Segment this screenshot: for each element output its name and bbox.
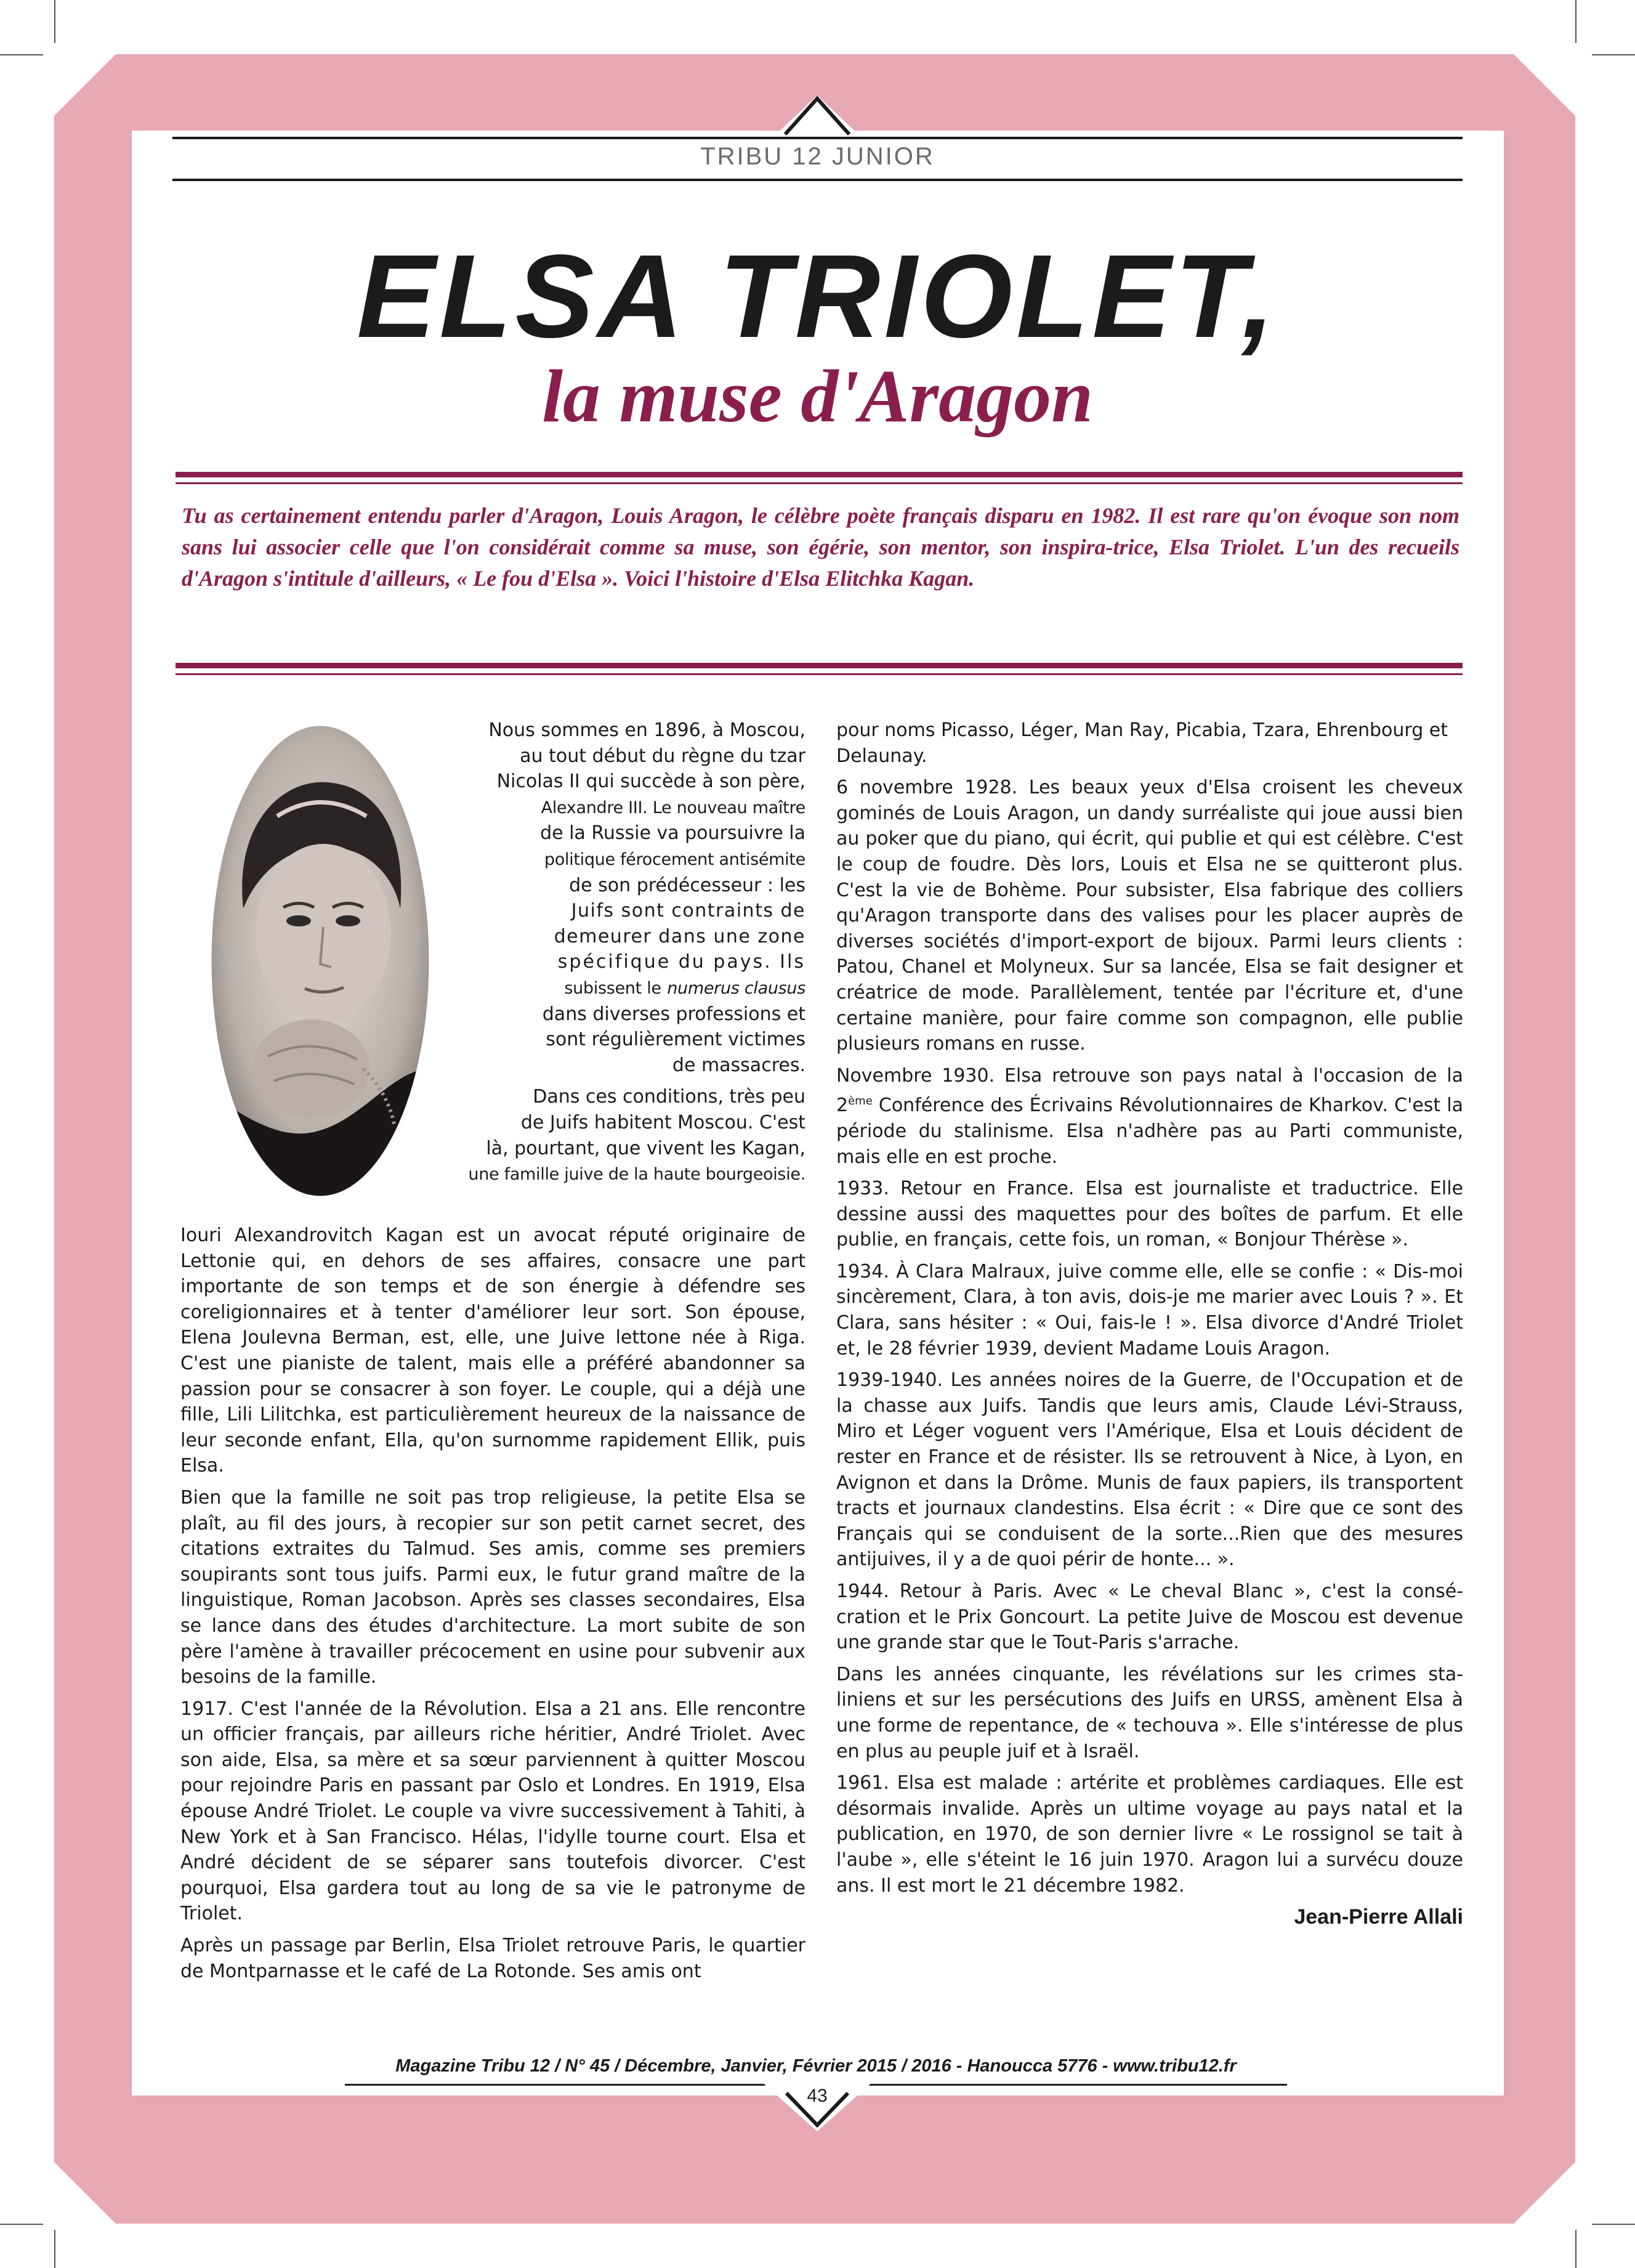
- text-line: politique férocement antisémite: [544, 849, 805, 869]
- author-signature: Jean-Pierre Allali: [1294, 1905, 1463, 1929]
- crop-mark: [54, 0, 55, 43]
- paragraph: 1934. À Clara Malraux, juive comme elle, elle se confie : « Dis-moi sincèrement, Clara, à ton avis, dois-je me marier avec Louis ? ». Et Clara, sans hésiter : « Oui, fais-le ! ». Elsa divorce d'André Triolet et, le 28 février 1939, devient Madame Louis Aragon.: [836, 1260, 1463, 1359]
- text-line: Dans ces conditions, très peu: [533, 1086, 805, 1108]
- paragraph: 1961. Elsa est malade : artérite et problèmes cardiaques. Elle est désormais invalide. Après un ultime voyage au pays natal et la publication, en 1970, de son dernier livre « Le rossignol se tait à l'aube », elle s'éteint le 16 juin 1970. Aragon lui a survécu douze ans. Il est mort le 21 décembre 1982.: [836, 1772, 1463, 1897]
- paragraph: 1917. C'est l'année de la Révolution. Elsa a 21 ans. Elle rencontre un officier français, par ailleurs riche héritier, André Triolet. Avec son aide, Elsa, sa mère et sa sœur parviennent à quitter Moscou pour rejoindre Paris en passant par Oslo et Londres. En 1919, Elsa épouse André Triolet. Le couple va vivre successivement à Tahiti, à New York et à San Francisco. Hélas, l'idylle tourne court. Elsa et André décident de se séparer sans toutefois divorcer. C'est pourquoi, Elsa gardera tout au long de sa vie le patronyme de Triolet.: [180, 1698, 805, 1925]
- paragraph: 1944. Retour à Paris. Avec « Le cheval Blanc », c'est la consé-cration et le Prix Goncourt. La petite Juive de Moscou est devenue une grande star que le Tout-Paris s'arrache.: [836, 1581, 1463, 1654]
- text-line: Nicolas II qui succède à son père,: [496, 771, 805, 793]
- paragraph: 1933. Retour en France. Elsa est journaliste et traductrice. Elle dessine aussi des maquettes pour des boîtes de parfum. Et elle publie, en français, cette fois, un roman, « Bonjour Thérèse ».: [836, 1178, 1463, 1251]
- crop-mark: [1575, 0, 1576, 43]
- text-line: de Juifs habitent Moscou. C'est: [520, 1111, 805, 1133]
- text-line: demeurer dans une zone: [554, 925, 805, 947]
- text-line: de la Russie va poursuivre la: [540, 822, 805, 844]
- text-line: dans diverses professions et: [542, 1003, 805, 1025]
- crop-mark: [54, 2230, 55, 2268]
- text-line: de son prédécesseur : les: [569, 874, 805, 896]
- text-line: subissent le: [564, 978, 661, 998]
- text-run: Conférence des Écrivains Révolutionnaires de Kharkov. C'est la période du stalinisme. Elsa n'adhère pas au Parti communiste, mais elle en est proche.: [836, 1095, 1463, 1168]
- text-line: de massacres.: [672, 1054, 805, 1076]
- text-line: sont régulièrement victimes: [546, 1029, 805, 1051]
- latin-term: numerus clausus: [667, 978, 805, 998]
- portrait-wrap-space: [180, 718, 439, 1223]
- frame-corner: [54, 2162, 116, 2224]
- article-subtitle: la muse d'Aragon: [542, 355, 1093, 438]
- crop-mark: [0, 54, 43, 55]
- paragraph: pour noms Picasso, Léger, Man Ray, Picabia, Tzara, Ehrenbourg et Delaunay.: [836, 719, 1448, 767]
- section-label: TRIBU 12 JUNIOR: [700, 143, 935, 170]
- text-line: au tout début du règne du tzar: [520, 745, 805, 767]
- crop-mark: [0, 2224, 43, 2225]
- title-rule: [176, 472, 1463, 477]
- text-line: spécifique du pays. Ils: [557, 951, 805, 973]
- superscript: ème: [848, 1095, 873, 1108]
- paragraph: 6 novembre 1928. Les beaux yeux d'Elsa croisent les cheveux gominés de Louis Aragon, un dandy surréaliste qui joue aussi bien au poker que du piano, qui écrit, qui publie et qui est célèbre. C'est le coup de foudre. Dès lors, Louis et Elsa ne se quitteront plus. C'est la vie de Bohème. Pour subsister, Elsa fabrique des colliers qu'Aragon transporte dans des valises pour les placer auprès de diverses sociétés d'import-export de bijoux. Parmi leurs clients : Patou, Chanel et Molyneux. Sur sa lancée, Elsa se fait designer et créatrice de mode. Parallèlement, tentée par l'écriture et, d'une certaine manière, pour faire comme son compagnon, elle publie plusieurs romans en russe.: [836, 777, 1463, 1055]
- paragraph: Après un passage par Berlin, Elsa Triolet retrouve Paris, le quartier de Montparnasse et le café de La Rotonde. Ses amis ont: [180, 1935, 805, 1982]
- text-line: Juifs sont contraints de: [571, 900, 805, 922]
- paragraph: Dans les années cinquante, les révélations sur les crimes sta-liniens et sur les persécutions des Juifs en URSS, amènent Elsa à une forme de repentance, de « techouva ». Elle s'intéresse de plus en plus au peuple juif et à Israël.: [836, 1663, 1463, 1762]
- frame-corner: [1514, 54, 1575, 116]
- header-rule: [172, 137, 1463, 139]
- text-line: là, pourtant, que vivent les Kagan,: [486, 1137, 805, 1159]
- text-run: Novembre 1930. Elsa retrouve son pays natal à l'occasion de la 2: [836, 1064, 1463, 1117]
- paragraph: Iouri Alexandrovitch Kagan est un avocat réputé originaire de Lettonie qui, en dehors de ses affaires, consacre une part importante de son temps et de son énergie à défendre ses coreligionnaires et à tenter d'améliorer leur sort. Son épouse, Elena Joulevna Berman, est, elle, une Juive lettone née à Riga. C'est une pianiste de talent, mais elle a préféré abandonner sa passion pour se consacrer à son foyer. Le couple, qui a déjà une fille, Lili Lilitchka, est particulièrement heureux de la naissance de leur seconde enfant, Ella, qu'on surnomme rapidement Ellik, puis Elsa.: [180, 1225, 805, 1477]
- frame-corner: [54, 54, 116, 116]
- text-line: une famille juive de la haute bourgeoisie.: [468, 1165, 805, 1185]
- article-column-left: [180, 718, 805, 1990]
- article-title: ELSA TRIOLET,: [357, 230, 1278, 362]
- intro-rule: [176, 663, 1463, 668]
- footer-credits: Magazine Tribu 12 / N° 45 / Décembre, Janvier, Février 2015 / 2016 - Hanoucca 5776 - www.tribu12.fr: [395, 2056, 1237, 2076]
- crop-mark: [1575, 2230, 1576, 2268]
- article-intro: Tu as certainement entendu parler d'Aragon, Louis Aragon, le célèbre poète français disparu en 1982. Il est rare qu'on évoque son nom sans lui associer celle que l'on considérait comme sa muse, son égérie, son mentor, son inspira-trice, Elsa Triolet. L'un des recueils d'Aragon s'intitule d'ailleurs, « Le fou d'Elsa ». Voici l'histoire d'Elsa Elitchka Kagan.: [182, 503, 1459, 591]
- text-line: Alexandre III. Le nouveau maître: [541, 798, 805, 817]
- paragraph: 1939-1940. Les années noires de la Guerre, de l'Occupation et de la chasse aux Juifs. Tandis que leurs amis, Claude Lévi-Strauss, Miro et Léger voguent vers l'Amérique, Elsa et Louis décident de rester en France et de résister. Ils se retrouvent à Nice, à Lyon, en Avignon et dans la Drôme. Munis de faux papiers, ils transportent tracts et journaux clandestins. Elsa écrit : « Dire que ce sont des Français qui se conduisent de la sorte...Rien que des mesures antijuives, il y a de quoi périr de honte... ».: [836, 1369, 1463, 1571]
- paragraph: Bien que la famille ne soit pas trop religieuse, la petite Elsa se plaît, au fil des jours, à recopier sur son petit carnet secret, des citations extraites du Talmud. Ses amis, comme ses premiers soupirants sont tous juifs. Parmi eux, le futur grand maître de la linguistique, Roman Jacobson. Après ses classes secondaires, Elsa se lance dans des études d'architecture. La mort subite de son père l'amène à travailler précocement en usine pour subvenir aux besoins de la famille.: [180, 1486, 805, 1688]
- intro-rule: [176, 673, 1463, 675]
- article-column-right: [836, 718, 1463, 1930]
- crop-mark: [1592, 2224, 1635, 2225]
- title-rule: [176, 482, 1463, 484]
- text-line: Nous sommes en 1896, à Moscou,: [488, 719, 805, 741]
- crop-mark: [1592, 54, 1635, 55]
- frame-corner: [1514, 2162, 1575, 2224]
- paragraph: [836, 1063, 1463, 1170]
- header-rule: [172, 179, 1463, 181]
- page-number: 43: [807, 2086, 828, 2106]
